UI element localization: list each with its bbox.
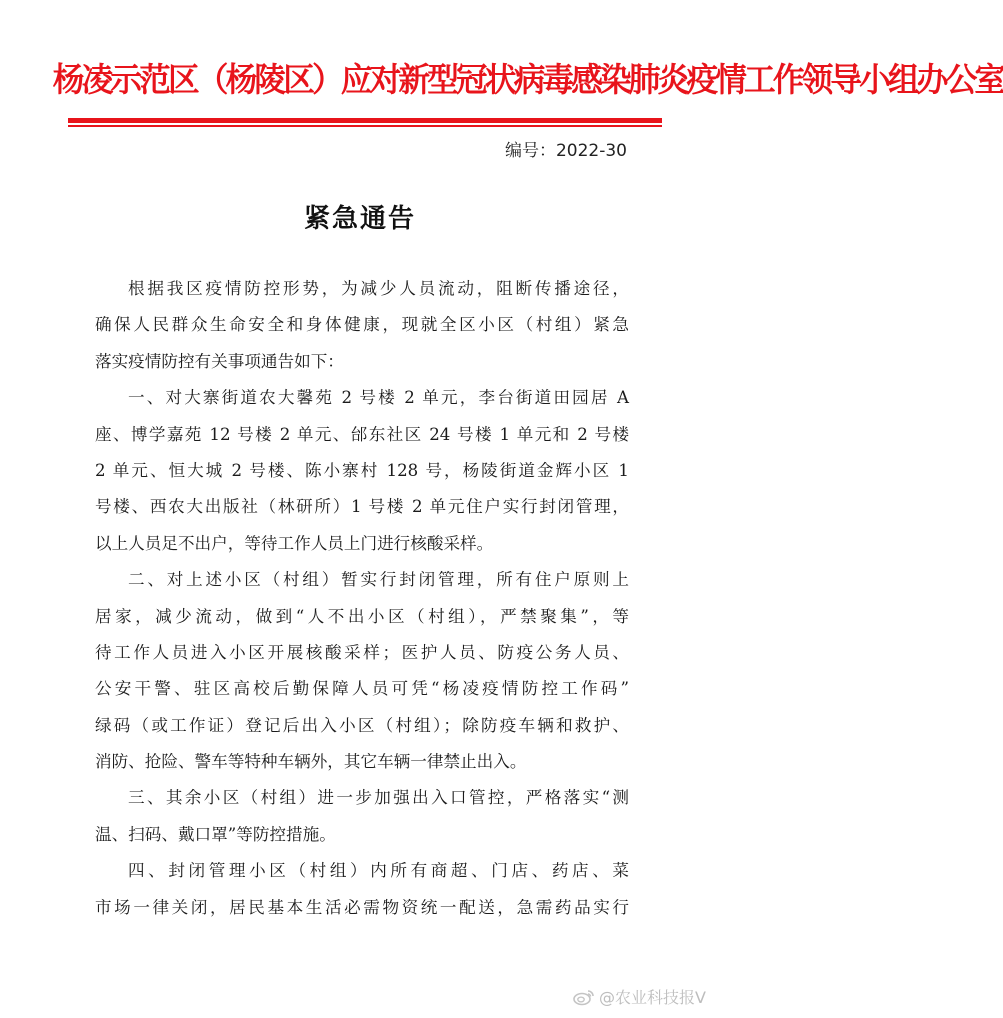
body-line: 消防、抢险、警车等特种车辆外，其它车辆一律禁止出入。 (95, 752, 527, 772)
watermark-text: @农业科技报V (599, 988, 706, 1007)
body-line: 居家，减少流动，做到“人不出小区（村组），严禁聚集”，等 (95, 606, 629, 626)
body-line: 2 单元、恒大城 2 号楼、陈小寨村 128 号，杨陵街道金辉小区 1 (95, 460, 629, 480)
document-number: 编号：2022-30 (504, 141, 627, 161)
body-line: 市场一律关闭，居民基本生活必需物资统一配送，急需药品实行 (95, 897, 629, 917)
body-line: 落实疫情防控有关事项通告如下： (95, 351, 344, 371)
weibo-icon (573, 988, 595, 1006)
body-line: 四、封闭管理小区（村组）内所有商超、门店、药店、菜 (128, 861, 629, 881)
body-line: 绿码（或工作证）登记后出入小区（村组）；除防疫车辆和救护、 (95, 715, 629, 735)
body-line: 根据我区疫情防控形势，为减少人员流动，阻断传播途径， (128, 279, 629, 298)
red-header-rule-thin (68, 125, 662, 127)
body-line: 二、对上述小区（村组）暂实行封闭管理，所有住户原则上 (128, 570, 629, 590)
body-line: 座、博学嘉苑 12 号楼 2 单元、邰东社区 24 号楼 1 单元和 2 号楼 (95, 424, 629, 444)
body-line: 温、扫码、戴口罩”等防控措施。 (95, 824, 336, 844)
red-header-rule (68, 118, 662, 123)
body-line: 三、其余小区（村组）进一步加强出入口管控，严格落实“测 (128, 788, 629, 808)
body-line: 待工作人员进入小区开展核酸采样；医护人员、防疫公务人员、 (95, 642, 629, 662)
body-line: 公安干警、驻区高校后勤保障人员可凭“杨凌疫情防控工作码” (95, 679, 629, 699)
body-line: 号楼、西农大出版社（林研所）1 号楼 2 单元住户实行封闭管理， (95, 497, 629, 517)
notice-body (95, 271, 629, 926)
issuing-office-title: 杨凌示范区（杨陵区）应对新型冠状病毒感染肺炎疫情工作领导小组办公室 (52, 60, 1003, 99)
body-line: 以上人员足不出户，等待工作人员上门进行核酸采样。 (95, 533, 494, 553)
body-line: 确保人民群众生命安全和身体健康，现就全区小区（村组）紧急 (95, 315, 629, 335)
notice-title: 紧急通告 (303, 204, 416, 234)
source-watermark (573, 985, 706, 1008)
body-line: 一、对大寨街道农大馨苑 2 号楼 2 单元，李台街道田园居 A (128, 388, 629, 408)
